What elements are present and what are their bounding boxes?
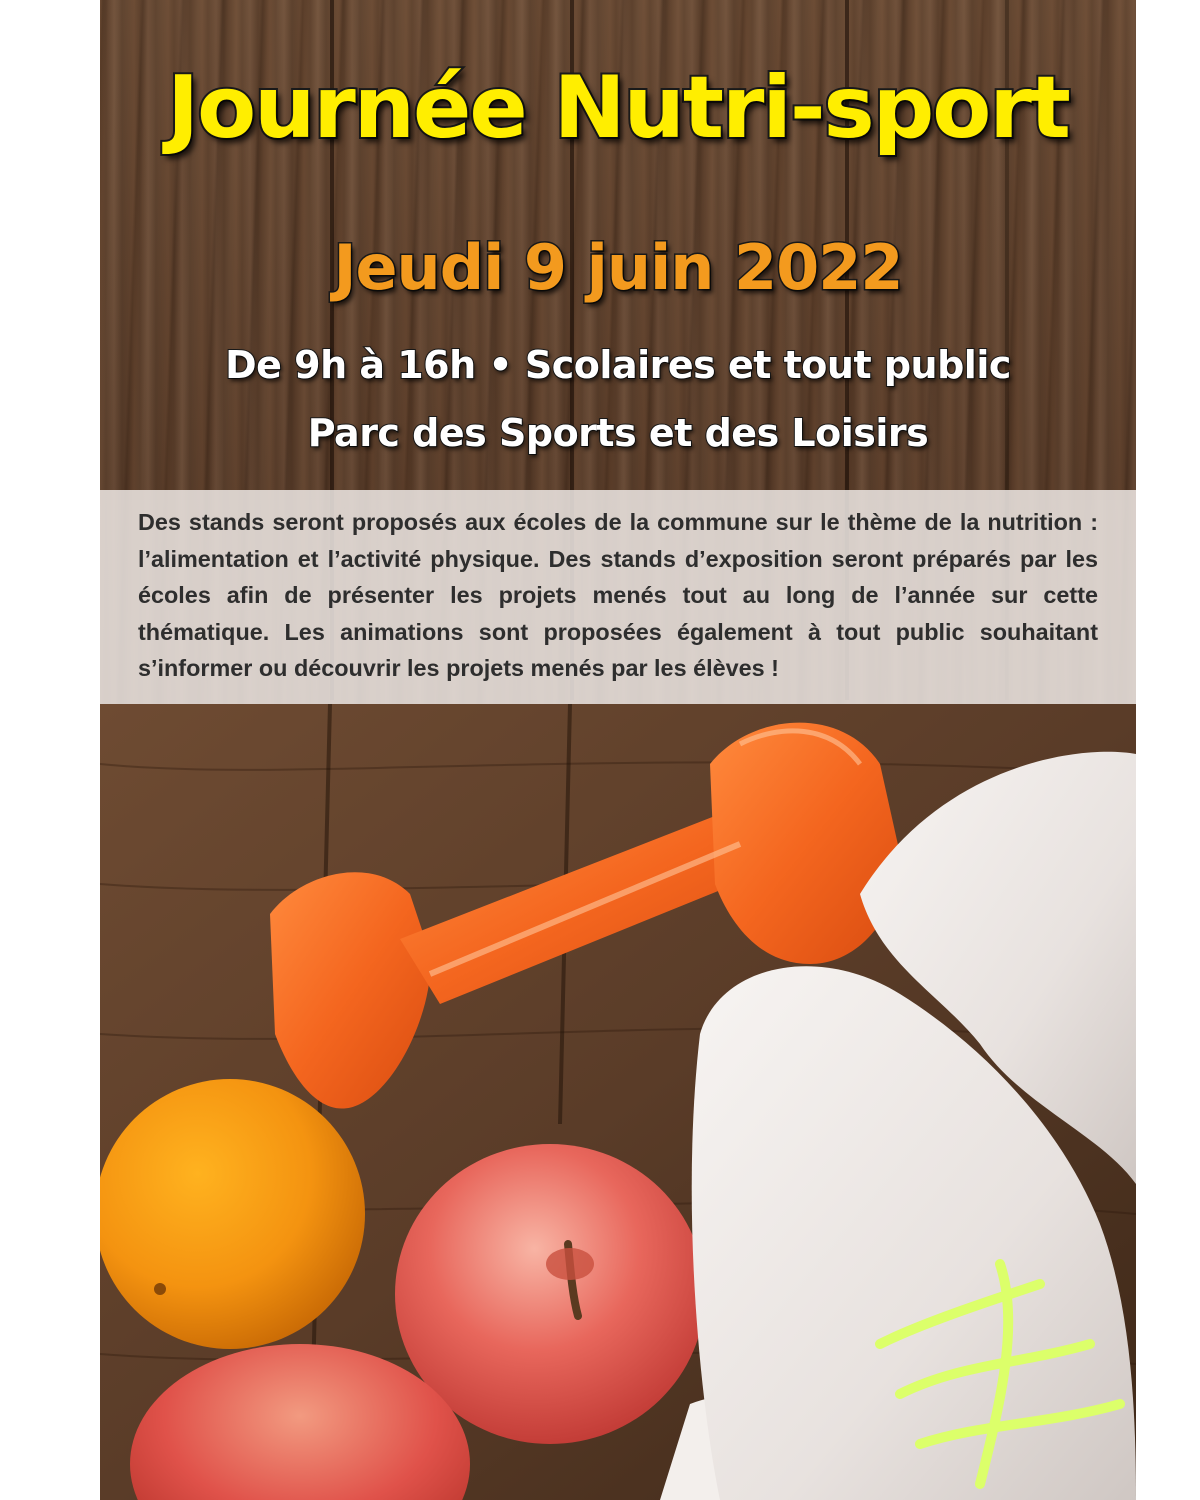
event-description: Des stands seront proposés aux écoles de la commune sur le thème de la nutrition : l’alimentation et l’activité physique. Des stands d’exposition seront préparés par les écoles afin de présenter les projets menés tout au long de l’année sur cette thématique. Les animations sont proposées également à tout public souhaitant s’informer ou découvrir les projets menés par les élèves ! (138, 509, 1098, 681)
nutrition-sport-illustration (100, 704, 1136, 1500)
poster-title: Journée Nutri-sport (167, 58, 1069, 158)
event-date: Jeudi 9 juin 2022 (333, 231, 903, 304)
poster (100, 0, 1136, 1500)
event-schedule: De 9h à 16h • Scolaires et tout public (225, 343, 1011, 387)
description-band (100, 490, 1136, 704)
orange-icon (100, 1079, 365, 1349)
event-location: Parc des Sports et des Loisirs (307, 411, 929, 455)
